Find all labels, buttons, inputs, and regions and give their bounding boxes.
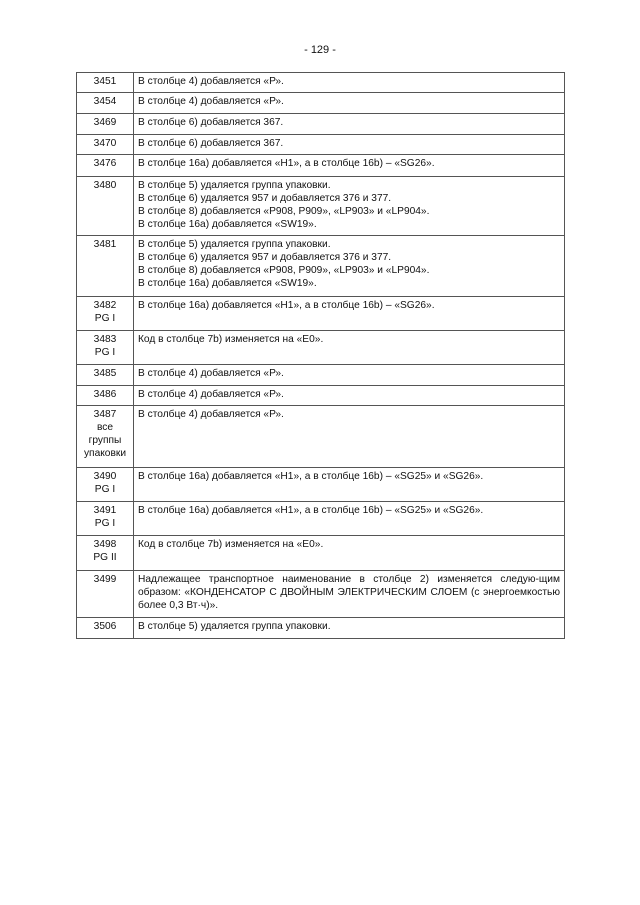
un-number-cell: 3454: [77, 93, 134, 114]
table-row: [77, 618, 565, 639]
table-row: [77, 114, 565, 135]
un-number-cell: 3485: [77, 365, 134, 386]
table-row: [77, 73, 565, 93]
un-number-cell: 3451: [77, 73, 134, 93]
amendments-table: [76, 72, 565, 639]
table-row: [77, 502, 565, 536]
un-number-cell: 3506: [77, 618, 134, 639]
table-row: [77, 177, 565, 236]
un-number-cell: 3480: [77, 177, 134, 236]
un-number-cell: 3483 PG I: [77, 331, 134, 365]
table-row: [77, 236, 565, 297]
amendment-text-cell: В столбце 4) добавляется «Р».: [134, 406, 565, 468]
amendment-text-cell: Надлежащее транспортное наименование в столбце 2) изменяется следую-щим образом: «КОНДЕНСАТОР С ДВОЙНЫМ ЭЛЕКТРИЧЕСКИМ СЛОЕМ (с энергоемкостью более 0,3 Вт·ч)».: [134, 571, 565, 618]
amendment-text-cell: Код в столбце 7b) изменяется на «Е0».: [134, 536, 565, 571]
amendment-text-cell: Код в столбце 7b) изменяется на «Е0».: [134, 331, 565, 365]
table-row: [77, 571, 565, 618]
un-number-cell: 3470: [77, 135, 134, 155]
un-number-cell: 3487 все группы упаковки: [77, 406, 134, 468]
amendment-text-cell: В столбце 16а) добавляется «Н1», а в столбце 16b) – «SG26».: [134, 155, 565, 177]
un-number-cell: 3482 PG I: [77, 297, 134, 331]
un-number-cell: 3490 PG I: [77, 468, 134, 502]
un-number-cell: 3499: [77, 571, 134, 618]
table-row: [77, 536, 565, 571]
amendment-text-cell: В столбце 5) удаляется группа упаковки. В столбце 6) удаляется 957 и добавляется 376 и 377. В столбце 8) добавляется «Р908, Р909», «LP903» и «LP904». В столбце 16а) добавляется «SW19».: [134, 177, 565, 236]
amendment-text-cell: В столбце 5) удаляется группа упаковки. В столбце 6) удаляется 957 и добавляется 376 и 377. В столбце 8) добавляется «Р908, Р909», «LP903» и «LP904». В столбце 16а) добавляется «SW19».: [134, 236, 565, 297]
amendment-text-cell: В столбце 16а) добавляется «Н1», а в столбце 16b) – «SG25» и «SG26».: [134, 468, 565, 502]
un-number-cell: 3476: [77, 155, 134, 177]
table-row: [77, 297, 565, 331]
table-row: [77, 331, 565, 365]
table-row: [77, 386, 565, 406]
un-number-cell: 3491 PG I: [77, 502, 134, 536]
amendment-text-cell: В столбце 6) добавляется 367.: [134, 114, 565, 135]
amendment-text-cell: В столбце 5) удаляется группа упаковки.: [134, 618, 565, 639]
amendment-text-cell: В столбце 4) добавляется «Р».: [134, 386, 565, 406]
table-row: [77, 406, 565, 468]
amendment-text-cell: В столбце 4) добавляется «Р».: [134, 73, 565, 93]
amendment-text-cell: В столбце 16а) добавляется «Н1», а в столбце 16b) – «SG25» и «SG26».: [134, 502, 565, 536]
table-row: [77, 155, 565, 177]
table-row: [77, 93, 565, 114]
un-number-cell: 3481: [77, 236, 134, 297]
page-number: - 129 -: [304, 44, 336, 56]
table-row: [77, 135, 565, 155]
amendment-text-cell: В столбце 16а) добавляется «Н1», а в столбце 16b) – «SG26».: [134, 297, 565, 331]
table-row: [77, 365, 565, 386]
un-number-cell: 3469: [77, 114, 134, 135]
amendment-text-cell: В столбце 6) добавляется 367.: [134, 135, 565, 155]
un-number-cell: 3486: [77, 386, 134, 406]
un-number-cell: 3498 PG II: [77, 536, 134, 571]
table-row: [77, 468, 565, 502]
amendment-text-cell: В столбце 4) добавляется «Р».: [134, 93, 565, 114]
amendment-text-cell: В столбце 4) добавляется «Р».: [134, 365, 565, 386]
